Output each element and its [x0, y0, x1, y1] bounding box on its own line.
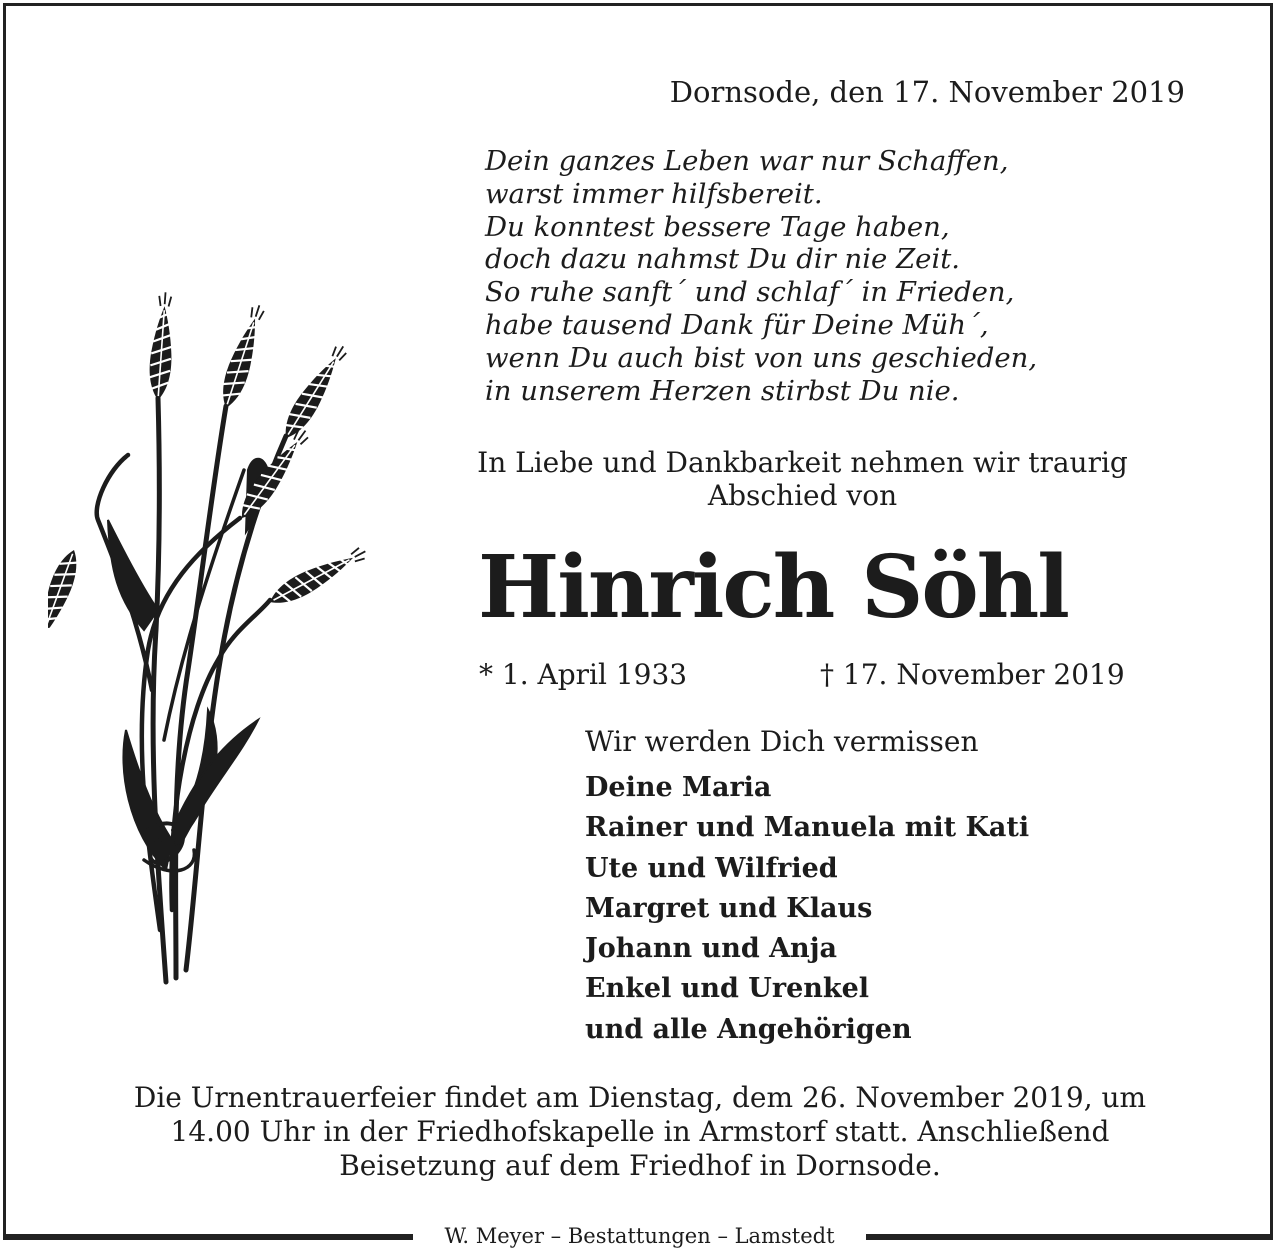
bottom-rule-left [3, 1234, 413, 1240]
wheat-ears-icon [48, 270, 368, 990]
poem-line: wenn Du auch bist von uns geschieden, [485, 341, 1038, 374]
funeral-service-info [60, 1081, 1220, 1183]
birth-date: * 1. April 1933 [479, 658, 688, 691]
mourners-list [585, 768, 1029, 1050]
poem-line: doch dazu nahmst Du dir nie Zeit. [485, 243, 961, 276]
mourner-name: Johann und Anja [585, 933, 837, 965]
poem-line: warst immer hilfsbereit. [485, 177, 823, 210]
poem-line: Du konntest bessere Tage haben, [485, 210, 950, 243]
mourner-name: Rainer und Manuela mit Kati [585, 812, 1030, 844]
service-line: Beisetzung auf dem Friedhof in Dornsode. [339, 1149, 941, 1182]
intro-line: Abschied von [707, 479, 898, 512]
death-date: † 17. November 2019 [820, 658, 1125, 691]
poem-line: in unserem Herzen stirbst Du nie. [485, 374, 960, 407]
mourner-name: Enkel und Urenkel [585, 973, 870, 1005]
service-line: 14.00 Uhr in der Friedhofskapelle in Armstorf statt. Anschließend [170, 1115, 1110, 1148]
poem-line: habe tausend Dank für Deine Müh´, [485, 308, 989, 341]
deceased-name: Hinrich Söhl [478, 537, 1068, 638]
poem-line: Dein ganzes Leben war nur Schaffen, [485, 145, 1009, 177]
mourner-name: Margret und Klaus [585, 892, 873, 924]
mourners-intro: Wir werden Dich vermissen [585, 725, 979, 758]
farewell-intro [440, 446, 1165, 512]
mourner-name: und alle Angehörigen [585, 1013, 912, 1045]
mourner-name: Deine Maria [585, 772, 772, 803]
undertaker-credit: W. Meyer – Bestattungen – Lamstedt [444, 1224, 835, 1248]
service-line: Die Urnentrauerfeier findet am Dienstag, dem 26. November 2019, um [133, 1081, 1147, 1114]
memorial-poem [485, 145, 1037, 407]
place-date: Dornsode, den 17. November 2019 [669, 75, 1185, 109]
mourner-name: Ute und Wilfried [585, 852, 838, 884]
intro-line: In Liebe und Dankbarkeit nehmen wir traurig [477, 446, 1128, 479]
poem-line: So ruhe sanft´ und schlaf´ in Frieden, [485, 276, 1015, 309]
bottom-rule-right [866, 1234, 1273, 1240]
